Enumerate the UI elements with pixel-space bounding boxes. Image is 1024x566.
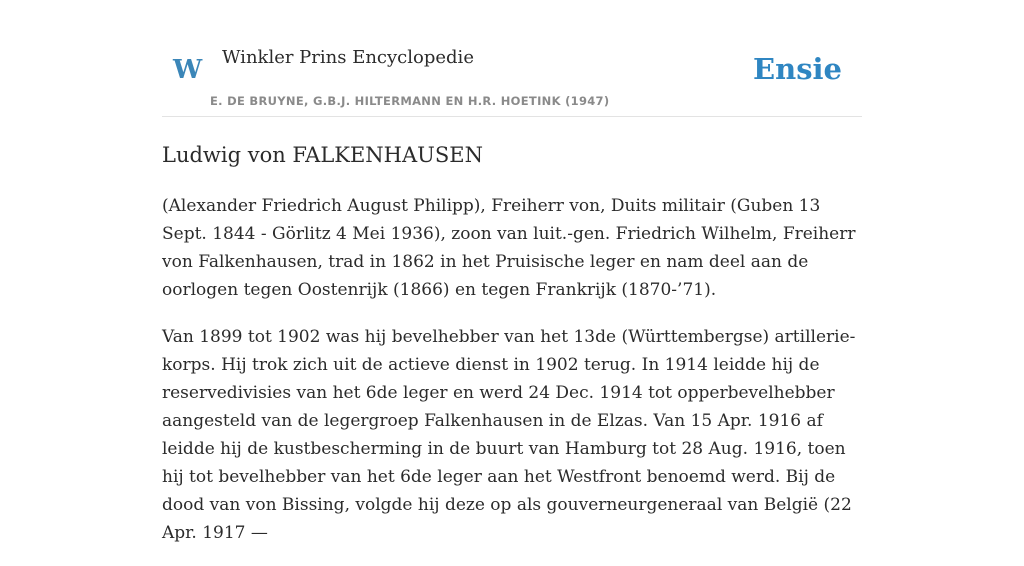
source-title[interactable]: Winkler Prins Encyclopedie xyxy=(222,47,474,68)
article-paragraph: Van 1899 tot 1902 was hij bevelhebber van het 13de (Württembergse) artillerie-korps. Hij trok zich uit de actieve dienst in 1902 terug. In 1914 leidde hij de reservedivisies van het 6de leger en werd 24 Dec. 1914 tot opperbevelhebber aangesteld van de legergroep Falkenhausen in de Elzas. Van 15 Apr. 1916 af leidde hij de kustbescherming in de buurt van Hamburg tot 28 Aug. 1916, toen hij tot bevelhebber van het 6de leger aan het Westfront benoemd werd. Bij de dood van von Bissing, volgde hij deze op als gouverneurgeneraal van België (22 Apr. 1917 — xyxy=(162,327,856,543)
article-paragraph: (Alexander Friedrich August Philipp), Freiherr von, Duits militair (Guben 13 Sept. 1844 - Görlitz 4 Mei 1936), zoon van luit.-gen. Friedrich Wilhelm, Freiherr von Falkenhausen, trad in 1862 in het Pruisische leger en nam deel aan de oorlogen tegen Oostenrijk (1866) en tegen Frankrijk (1870-’71). xyxy=(162,196,856,300)
article-title: Ludwig von FALKENHAUSEN xyxy=(162,143,483,167)
source-authors: E. DE BRUYNE, G.B.J. HILTERMANN EN H.R. HOETINK (1947) xyxy=(210,94,610,108)
brand-logo[interactable]: Ensie xyxy=(753,52,842,86)
source-logo[interactable]: W xyxy=(173,55,203,85)
article-body xyxy=(162,192,862,566)
source-header xyxy=(162,40,862,117)
